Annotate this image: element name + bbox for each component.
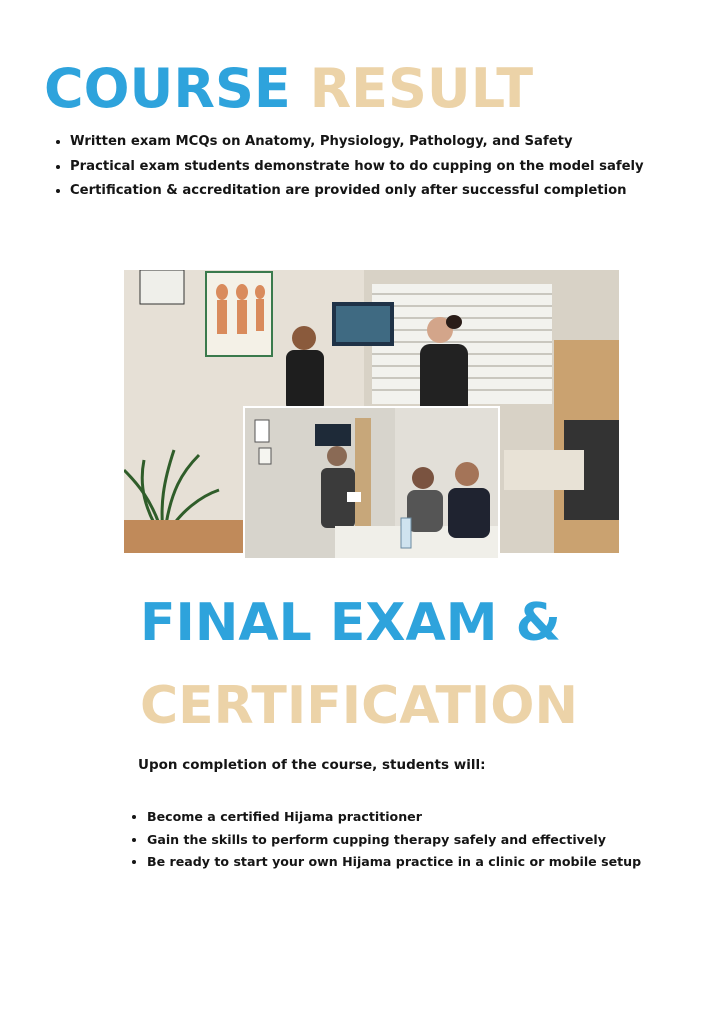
list-item: • Certification & accreditation are provided only after successful completion xyxy=(70,181,644,206)
list-item: • Be ready to start your own Hijama practice in a clinic or mobile setup xyxy=(147,853,641,876)
course-result-heading xyxy=(44,57,534,120)
outcomes-list xyxy=(129,808,641,876)
list-item: • Practical exam students demonstrate how to do cupping on the model safely xyxy=(70,157,644,182)
completion-intro: Upon completion of the course, students will: xyxy=(138,757,486,773)
list-item: • Gain the skills to perform cupping therapy safely and effectively xyxy=(147,831,641,854)
list-item: • Become a certified Hijama practitioner xyxy=(147,808,641,831)
final-exam-heading: FINAL EXAM & xyxy=(140,593,561,653)
list-item: • Written exam MCQs on Anatomy, Physiology, Pathology, and Safety xyxy=(70,132,644,157)
exam-requirements-list xyxy=(52,132,644,206)
exam-inset-photo xyxy=(245,408,498,558)
heading-word-result: RESULT xyxy=(309,57,534,120)
heading-word-course: COURSE xyxy=(44,57,291,120)
certification-heading: CERTIFICATION xyxy=(140,676,578,736)
